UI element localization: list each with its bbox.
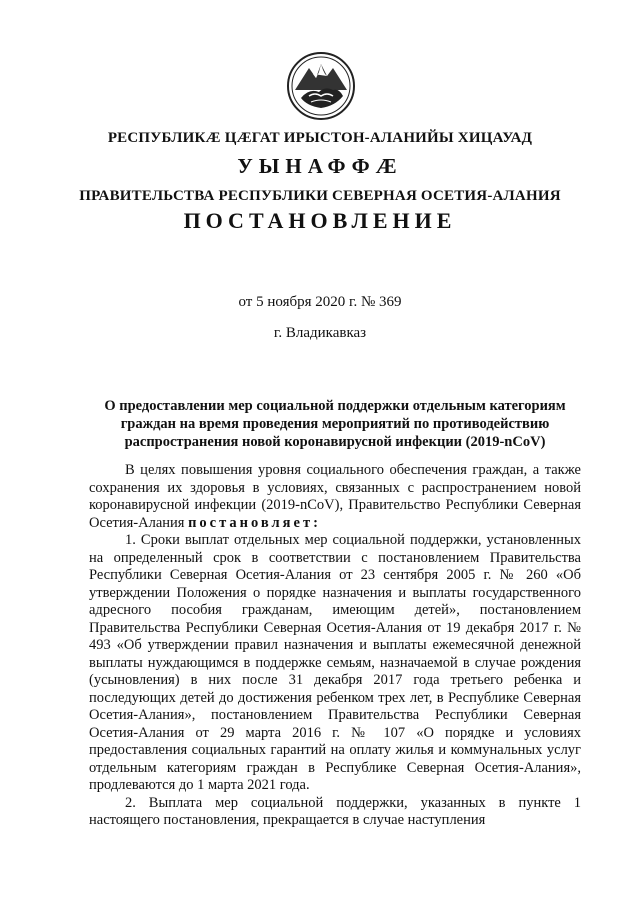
document-body (89, 462, 581, 830)
header-ossetian-government: РЕСПУБЛИКӔ ЦӔГАТ ИРЫСТОН-АЛАНИЙЫ ХИЦАУАД (107, 130, 533, 146)
intro-emphasis: постановляет: (188, 514, 321, 531)
paragraph-2: 2. Выплата мер социальной поддержки, указанных в пункте 1 настоящего постановления, прекращается в случае наступления (89, 794, 581, 828)
coat-of-arms-emblem (285, 50, 357, 122)
intro-text: В целях повышения уровня социального обеспечения граждан, а также сохранения их здоровья в условиях, связанных с распространением новой коронавирусной инфекции (2019-nCoV), Правительство Республики Северная Осетия-Алания (89, 462, 581, 531)
intro-paragraph (89, 462, 581, 532)
header-government-russian: ПРАВИТЕЛЬСТВА РЕСПУБЛИКИ СЕВЕРНАЯ ОСЕТИЯ-АЛАНИЯ (79, 188, 561, 204)
header-ossetian-decree: УЫНАФФӔ (237, 154, 403, 178)
date-and-number: от 5 ноября 2020 г. № 369 (238, 294, 402, 310)
header-decree-russian: ПОСТАНОВЛЕНИЕ (183, 208, 457, 233)
paragraph-1: 1. Сроки выплат отдельных мер социальной поддержки, установленных на определенный срок в соответствии с постановлением Правительства Республики Северная Осетия-Алания от 23 сентября 2005 г. № 260 «Об утверждении Положения о порядке назначения и выплаты государственного адресного пособия гражданам, имеющим детей», постановлением Правительства Республики Северная Осетия-Алания от 19 декабря 2017 г. № 493 «Об утверждении правил назначения и выплаты ежемесячной денежной выплаты нуждающимся в поддержке семьям, назначаемой в случае рождения (усыновления) в них после 31 декабря 2017 года третьего ребенка и последующих детей до достижения ребенком трех лет, в Республике Северная Осетия-Алания», постановлением Правительства Республики Северная Осетия-Алания от 29 марта 2016 г. № 107 «О порядке и условиях предоставления социальных гарантий на оплату жилья и коммунальных услуг отдельным категориям граждан в Республике Северная Осетия-Алания», продлеваются до 1 марта 2021 года. (89, 532, 581, 793)
city: г. Владикавказ (273, 325, 367, 341)
document-title: О предоставлении мер социальной поддержки отдельным категориям граждан на время проведения мероприятий по противодействию распространения новой коронавирусной инфекции (2019-nCoV) (104, 398, 566, 450)
